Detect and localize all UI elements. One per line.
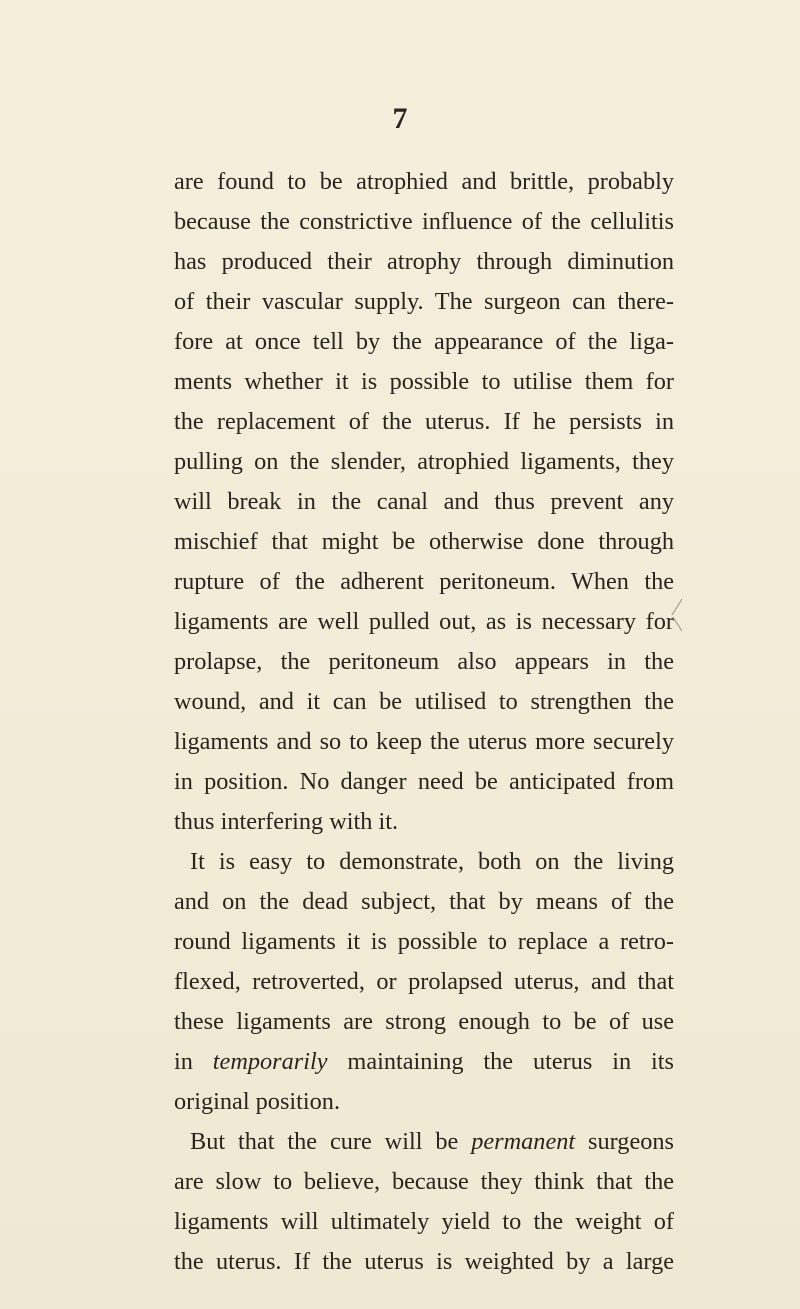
pencil-mark-icon (670, 595, 684, 633)
italic-word: permanent (471, 1128, 576, 1155)
text-line: pulling on the slender, atrophied ligaments, they (174, 448, 674, 475)
text-line: ments whether it is possible to utilise them for (174, 368, 674, 395)
text-line: these ligaments are strong enough to be of use (174, 1008, 674, 1035)
text-segment: ligaments will ultimately yield to the weight of (174, 1208, 674, 1235)
text-line: fore at once tell by the appearance of the liga- (174, 328, 674, 355)
text-line: rupture of the adherent peritoneum. When the (174, 568, 674, 595)
text-line: are slow to believe, because they think that the (174, 1168, 674, 1195)
text-line: the uterus. If the uterus is weighted by a large (174, 1248, 674, 1275)
text-line: original position. (174, 1088, 341, 1115)
text-line: are found to be atrophied and brittle, probably (174, 168, 674, 195)
body-text (174, 162, 674, 1282)
text-line: of their vascular supply. The surgeon can there- (174, 288, 674, 315)
text-line: ligaments and so to keep the uterus more securely (174, 728, 674, 755)
text-line: the replacement of the uterus. If he persists in (174, 408, 674, 435)
text-line: wound, and it can be utilised to strengthen the (174, 688, 674, 715)
text-line (174, 1202, 674, 1242)
text-line: round ligaments it is possible to replace a retro- (174, 928, 674, 955)
text-segment: surgeons (575, 1128, 674, 1155)
text-line (174, 1122, 674, 1162)
text-segment: maintaining the uterus in its (327, 1048, 674, 1075)
text-line: mischief that might be otherwise done through (174, 528, 674, 555)
page-number: 7 (392, 102, 408, 135)
text-line: because the constrictive influence of the cellulitis (174, 208, 674, 235)
text-line: It is easy to demonstrate, both on the living (190, 848, 674, 875)
text-line: thus interfering with it. (174, 808, 399, 835)
text-line: flexed, retroverted, or prolapsed uterus, and that (174, 968, 674, 995)
text-segment: But that the cure will be (190, 1128, 472, 1155)
text-line: in position. No danger need be anticipated from (174, 768, 674, 795)
text-segment: in (174, 1048, 213, 1075)
italic-word: temporarily (212, 1048, 328, 1075)
text-line (174, 1042, 674, 1082)
text-line: and on the dead subject, that by means of the (174, 888, 674, 915)
text-line: ligaments are well pulled out, as is necessary for (174, 608, 674, 635)
text-line: has produced their atrophy through diminution (174, 248, 674, 275)
text-line: will break in the canal and thus prevent any (174, 488, 674, 515)
text-line: prolapse, the peritoneum also appears in the (174, 648, 674, 675)
